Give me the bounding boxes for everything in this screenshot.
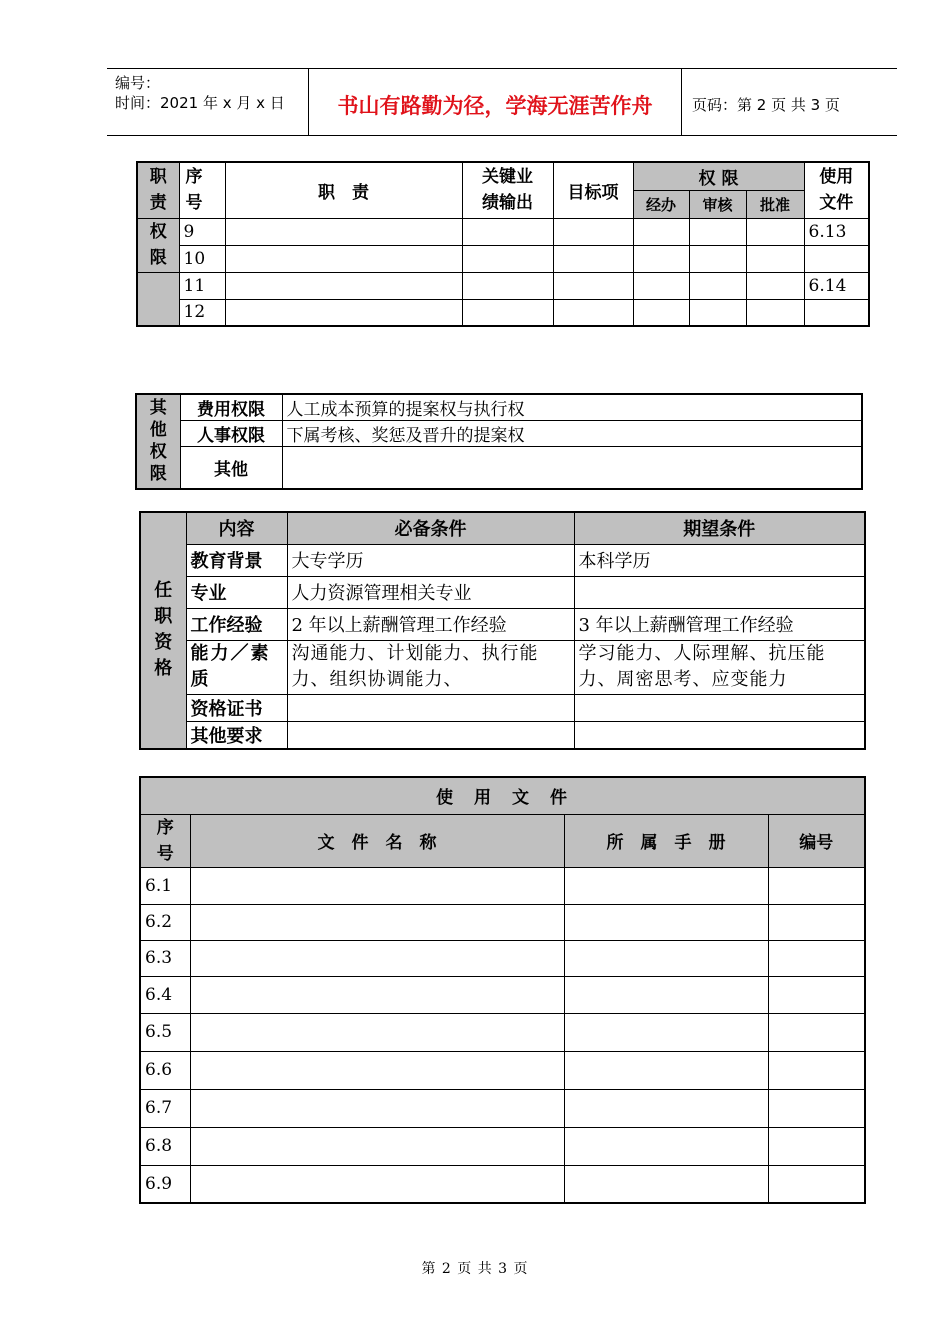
qualification-label: 其他要求: [186, 721, 287, 749]
qualification-expected: [574, 576, 865, 608]
doc-seq: 6.6: [140, 1051, 190, 1089]
qualification-label: 能力／素质: [186, 640, 287, 694]
row-doc: [804, 299, 869, 326]
other-authority-label: 其他: [180, 447, 282, 489]
doc-seq: 6.8: [140, 1127, 190, 1165]
qualification-expected: [574, 694, 865, 721]
header-page-info: 页码：第 2 页 共 3 页: [692, 95, 840, 114]
header-doc: 使用文件: [804, 162, 869, 218]
header-duty: 职 责: [225, 162, 462, 218]
header-meta: [107, 69, 309, 135]
header-content: 内容: [186, 512, 287, 544]
row-doc: 6.14: [804, 272, 869, 299]
header-expected: 期望条件: [574, 512, 865, 544]
documents-table: [139, 776, 866, 1204]
row-seq: 10: [179, 245, 225, 272]
page-footer: 第 2 页 共 3 页: [421, 1261, 529, 1277]
row-seq: 12: [179, 299, 225, 326]
qualification-expected: 学习能力、人际理解、抗压能力、周密思考、应变能力: [574, 640, 865, 694]
other-authority-value: 下属考核、奖惩及晋升的提案权: [282, 421, 862, 447]
number-label: 编号：: [115, 74, 161, 92]
qualification-label: 教育背景: [186, 544, 287, 576]
doc-seq: 6.9: [140, 1165, 190, 1203]
qualification-required: [287, 721, 574, 749]
doc-seq: 6.2: [140, 904, 190, 940]
header-doc-manual: 所 属 手 册: [564, 814, 768, 867]
qualification-required: 沟通能力、计划能力、执行能力、组织协调能力、: [287, 640, 574, 694]
qualification-required: 2 年以上薪酬管理工作经验: [287, 608, 574, 640]
row-seq: 9: [179, 218, 225, 245]
other-authority-label: 人事权限: [180, 421, 282, 447]
header-review: 审核: [689, 190, 746, 218]
header-doc-name: 文 件 名 称: [190, 814, 564, 867]
row-doc: 6.13: [804, 218, 869, 245]
header-doc-number: 编号: [768, 814, 865, 867]
page-header: [107, 68, 897, 136]
qualification-label: 工作经验: [186, 608, 287, 640]
authority-table: [136, 161, 870, 327]
qualification-required: 人力资源管理相关专业: [287, 576, 574, 608]
row-doc: [804, 245, 869, 272]
header-seq: 序号: [179, 162, 225, 218]
row-seq: 11: [179, 272, 225, 299]
section-label-other-authority: 其他权限: [136, 394, 180, 489]
section-label-blank: [137, 272, 179, 326]
header-key-output: 关键业绩输出: [462, 162, 553, 218]
header-required: 必备条件: [287, 512, 574, 544]
qualification-expected: 3 年以上薪酬管理工作经验: [574, 608, 865, 640]
qualifications-table: [139, 511, 866, 750]
qualification-expected: 本科学历: [574, 544, 865, 576]
doc-seq: 6.7: [140, 1089, 190, 1127]
qualification-required: 大专学历: [287, 544, 574, 576]
qualification-expected: [574, 721, 865, 749]
other-authority-table: [135, 393, 863, 490]
qualification-required: [287, 694, 574, 721]
header-approve: 批准: [746, 190, 804, 218]
header-handle: 经办: [633, 190, 689, 218]
documents-title: 使 用 文 件: [140, 777, 865, 814]
other-authority-value: 人工成本预算的提案权与执行权: [282, 394, 862, 421]
header-authority: 权 限: [633, 162, 804, 190]
other-authority-value: [282, 447, 862, 489]
doc-seq: 6.4: [140, 976, 190, 1013]
other-authority-label: 费用权限: [180, 394, 282, 421]
section-label-qualifications: 任职资格: [140, 512, 186, 749]
section-label-duty: 职责: [137, 162, 179, 218]
section-label-authority: 权限: [137, 218, 179, 272]
header-target: 目标项: [553, 162, 633, 218]
header-motto: 书山有路勤为径，学海无涯苦作舟: [309, 69, 682, 135]
doc-seq: 6.3: [140, 940, 190, 976]
doc-seq: 6.5: [140, 1013, 190, 1051]
qualification-label: 资格证书: [186, 694, 287, 721]
header-doc-seq: 序号: [140, 814, 190, 867]
doc-seq: 6.1: [140, 867, 190, 904]
qualification-label: 专业: [186, 576, 287, 608]
time-label: 时间：2021 年 x 月 x 日: [115, 94, 285, 112]
